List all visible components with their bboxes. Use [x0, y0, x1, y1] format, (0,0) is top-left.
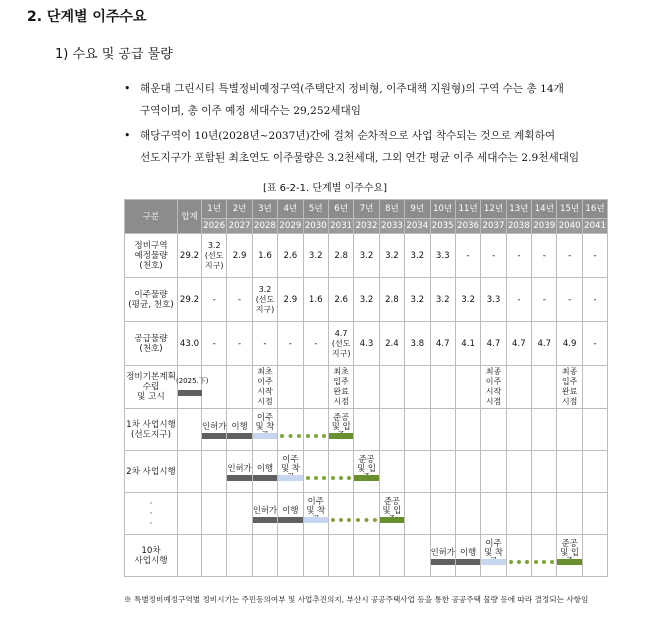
table-cell	[481, 493, 506, 535]
table-cell	[202, 451, 227, 493]
header-year-number: 13년	[506, 200, 531, 219]
table-cell	[506, 409, 531, 451]
table-cell	[227, 535, 252, 577]
table-cell: 3.2	[354, 234, 379, 278]
table-cell	[379, 493, 404, 535]
phase-label: 이행	[282, 505, 299, 515]
table-cell: 4.7	[430, 322, 455, 366]
phase-label: 이행	[256, 463, 274, 473]
table-cell: 3.3	[430, 234, 455, 278]
table-cell: -	[582, 278, 607, 322]
table-row	[125, 234, 608, 278]
row-label: 정비기본계획 수립 및 고시	[125, 366, 178, 409]
phase-label: 인허가	[227, 463, 252, 473]
table-cell: 2.9	[278, 278, 303, 322]
bullet-paragraph-1	[124, 78, 614, 122]
completion-bar	[329, 433, 353, 439]
table-cell: -	[532, 234, 557, 278]
table-cell: -	[252, 322, 277, 366]
table-cell: -	[481, 234, 506, 278]
table-cell: -	[506, 234, 531, 278]
table-row	[125, 278, 608, 322]
table-cell	[430, 451, 455, 493]
table-cell	[303, 535, 328, 577]
construction-dots	[331, 476, 351, 480]
row-total: 29.2	[178, 278, 202, 322]
table-cell	[278, 409, 303, 451]
table-cell	[303, 366, 328, 409]
table-cell	[354, 366, 379, 409]
table-cell	[379, 451, 404, 493]
table-cell	[582, 366, 607, 409]
table-row	[125, 451, 608, 493]
table-cell: 2.6	[328, 278, 353, 322]
table-cell	[202, 535, 227, 577]
phase-label: 이행	[460, 547, 477, 557]
table-cell: 4.1	[455, 322, 480, 366]
table-cell: -	[227, 322, 252, 366]
permit-bar	[227, 475, 251, 481]
relocation-bar	[481, 559, 505, 565]
bullet-mark: •	[124, 82, 131, 95]
table-cell: 2.6	[278, 234, 303, 278]
phase-label: 이주 및 착	[280, 454, 300, 473]
phase-label: 이주 및 착	[484, 538, 503, 557]
table-cell: -	[532, 278, 557, 322]
header-year: 2032	[354, 219, 379, 234]
table-cell	[532, 409, 557, 451]
table-cell	[532, 535, 557, 577]
phase-label: 이주 및 착	[306, 496, 326, 515]
header-year: 2038	[506, 219, 531, 234]
table-cell	[455, 366, 480, 409]
table-cell	[455, 451, 480, 493]
header-year-number: 8년	[379, 200, 404, 219]
milestone-note: 최초 이주 시작 시점	[252, 366, 277, 409]
header-year-number: 1년	[202, 200, 227, 219]
phase-label: 이행	[231, 421, 248, 431]
construction-dots	[280, 434, 300, 438]
table-cell	[481, 451, 506, 493]
row-total: 29.2	[178, 234, 202, 278]
table-cell	[582, 451, 607, 493]
construction-dots	[306, 434, 326, 438]
phase-label: 준공 및 입	[357, 454, 376, 473]
milestone-note: 최종 이주 시작 시점	[481, 366, 506, 409]
table-cell	[278, 493, 303, 535]
table-cell	[532, 451, 557, 493]
construction-dots	[356, 518, 376, 522]
relocation-bar	[304, 517, 328, 523]
header-year-number: 11년	[455, 200, 480, 219]
plan-bar	[178, 390, 202, 396]
construction-dots	[509, 560, 529, 564]
table-cell: -	[303, 322, 328, 366]
table-cell: 3.2	[354, 278, 379, 322]
bullet-line: 해운대 그린시티 특별정비예정구역(주택단지 정비형, 이주대책 지원형)의 구역 수는 총 14개	[140, 83, 564, 95]
table-cell	[481, 409, 506, 451]
header-year: 2034	[405, 219, 430, 234]
bullet-line: 해당구역이 10년(2028년~2037년)간에 걸쳐 순차적으로 사업 착수되는 것으로 계획하여	[140, 130, 556, 142]
table-cell	[227, 409, 252, 451]
table-row	[125, 366, 608, 409]
table-cell: -	[202, 278, 227, 322]
table-cell: 3.2	[405, 234, 430, 278]
header-year: 2039	[532, 219, 557, 234]
table-cell: -	[582, 234, 607, 278]
table-cell	[557, 493, 582, 535]
bullet-mark: •	[124, 129, 131, 142]
phase-label: 인허가	[202, 421, 227, 431]
header-year-number: 14년	[532, 200, 557, 219]
table-cell: 4.7	[532, 322, 557, 366]
header-year-number: 6년	[328, 200, 353, 219]
permit-bar	[431, 559, 455, 565]
header-gubun: 구분	[125, 200, 178, 234]
move-bar	[253, 475, 277, 481]
table-cell	[278, 366, 303, 409]
table-cell	[252, 409, 277, 451]
table-cell: 3.2 (선도 지구)	[252, 278, 277, 322]
table-cell: 3.2	[430, 278, 455, 322]
footnote: ※ 특별정비예정구역별 정비시기는 주민동의여부 및 사업추진의지, 부산시 공공주택사업 등을 통한 공공주택 물량 등에 따라 결정되는 사항임	[124, 595, 589, 604]
table-cell: 4.7 (선도 지구)	[328, 322, 353, 366]
table-cell	[506, 366, 531, 409]
header-year-number: 16년	[582, 200, 607, 219]
table-cell	[582, 409, 607, 451]
table-cell	[252, 451, 277, 493]
row-label: 2차 사업시행	[125, 451, 178, 493]
row-label: 이주물량 (평균, 천호)	[125, 278, 178, 322]
table-cell	[278, 535, 303, 577]
relocation-bar	[278, 475, 302, 481]
header-year-number: 3년	[252, 200, 277, 219]
plan-date-note: (2025.下)	[176, 377, 209, 385]
header-year: 2030	[303, 219, 328, 234]
table-cell	[506, 451, 531, 493]
row-label: 공급물량 (천호)	[125, 322, 178, 366]
table-cell: -	[557, 278, 582, 322]
row-label: · · ·	[125, 493, 178, 535]
table-cell	[252, 535, 277, 577]
header-total: 합계	[178, 200, 202, 234]
table-cell	[430, 366, 455, 409]
relocation-bar	[253, 433, 277, 439]
move-bar	[278, 517, 302, 523]
table-cell: 3.8	[405, 322, 430, 366]
row-label: 정비구역 예정물량 (천호)	[125, 234, 178, 278]
header-year: 2037	[481, 219, 506, 234]
permit-bar	[202, 433, 226, 439]
table-cell	[227, 366, 252, 409]
table-cell	[430, 493, 455, 535]
header-year: 2033	[379, 219, 404, 234]
table-cell: 2.8	[379, 278, 404, 322]
milestone-note: 최종 입주 완료 시점	[557, 366, 582, 409]
header-year: 2031	[328, 219, 353, 234]
table-cell: 3.2	[405, 278, 430, 322]
bullet-line: 선도지구가 포함된 최초연도 이주물량은 3.2천세대, 그외 연간 평균 이주 세대수는 2.9천세대임	[140, 152, 580, 164]
table-cell: 3.2	[455, 278, 480, 322]
phase-label: 준공 및 입	[382, 496, 402, 515]
table-cell: -	[202, 322, 227, 366]
table-cell	[379, 409, 404, 451]
table-cell	[178, 409, 202, 451]
table-cell: 3.2 (선도 지구)	[202, 234, 227, 278]
bullet-paragraph-2	[124, 125, 614, 169]
table-cell	[178, 451, 202, 493]
table-cell	[557, 409, 582, 451]
construction-dots	[331, 518, 351, 522]
table-cell	[506, 535, 531, 577]
header-year-number: 9년	[405, 200, 430, 219]
header-year-number: 4년	[278, 200, 303, 219]
table-cell	[178, 493, 202, 535]
header-year: 2027	[227, 219, 252, 234]
table-cell	[557, 451, 582, 493]
table-cell	[405, 451, 430, 493]
table-cell	[178, 535, 202, 577]
table-cell	[379, 535, 404, 577]
table-caption: [표 6-2-1. 단계별 이주수요]	[262, 183, 388, 194]
table-cell: -	[227, 278, 252, 322]
header-year: 2036	[455, 219, 480, 234]
table-cell	[557, 535, 582, 577]
table-cell	[405, 493, 430, 535]
table-cell: 2.8	[328, 234, 353, 278]
table-cell	[405, 409, 430, 451]
table-cell	[227, 493, 252, 535]
table-cell	[532, 493, 557, 535]
sub-title: 1) 수요 및 공급 물량	[55, 47, 173, 62]
completion-bar	[354, 475, 378, 481]
header-year-number: 12년	[481, 200, 506, 219]
header-year-number: 5년	[303, 200, 328, 219]
phase-label: 준공 및 입	[560, 538, 580, 557]
table-cell	[328, 409, 353, 451]
table-cell: -	[582, 322, 607, 366]
table-cell	[202, 493, 227, 535]
table-cell	[430, 535, 455, 577]
table-cell: 2.9	[227, 234, 252, 278]
table-row	[125, 409, 608, 451]
phase-label: 이주 및 착	[255, 412, 275, 431]
migration-schedule-table	[124, 199, 608, 577]
header-year-number: 7년	[354, 200, 379, 219]
header-year-number: 15년	[557, 200, 582, 219]
completion-bar	[557, 559, 581, 565]
table-cell	[455, 409, 480, 451]
header-year-number: 10년	[430, 200, 455, 219]
table-cell: -	[278, 322, 303, 366]
row-label: 10차 사업시행	[125, 535, 178, 577]
table-cell: 4.7	[481, 322, 506, 366]
completion-bar	[380, 517, 404, 523]
table-cell	[328, 493, 353, 535]
table-cell: 4.7	[506, 322, 531, 366]
table-cell: -	[557, 234, 582, 278]
header-year: 2035	[430, 219, 455, 234]
row-total: 43.0	[178, 322, 202, 366]
table-cell	[354, 535, 379, 577]
table-cell	[405, 366, 430, 409]
table-row	[125, 535, 608, 577]
move-bar	[456, 559, 480, 565]
table-cell: 4.3	[354, 322, 379, 366]
table-cell	[227, 451, 252, 493]
milestone-note: 최초 입주 완료 시점	[328, 366, 353, 409]
table-cell	[354, 409, 379, 451]
table-cell	[430, 409, 455, 451]
table-cell: 3.3	[481, 278, 506, 322]
table-cell: 1.6	[303, 278, 328, 322]
header-year-number: 2년	[227, 200, 252, 219]
table-cell: 1.6	[252, 234, 277, 278]
table-cell: 4.9	[557, 322, 582, 366]
header-year: 2026	[202, 219, 227, 234]
header-year: 2040	[557, 219, 582, 234]
phase-label: 인허가	[252, 505, 278, 515]
table-cell	[202, 409, 227, 451]
table-cell	[328, 535, 353, 577]
table-cell	[202, 366, 227, 409]
construction-dots	[306, 476, 326, 480]
table-cell	[278, 451, 303, 493]
construction-dots	[534, 560, 554, 564]
plan-total-cell	[176, 366, 209, 409]
row-label: 1차 사업시행 (선도지구)	[125, 409, 178, 451]
table-row	[125, 493, 608, 535]
table-cell: 3.2	[379, 234, 404, 278]
table-row	[125, 322, 608, 366]
table-cell	[506, 493, 531, 535]
table-cell	[303, 451, 328, 493]
header-year: 2029	[278, 219, 303, 234]
header-year: 2041	[582, 219, 607, 234]
permit-bar	[253, 517, 277, 523]
table-cell	[532, 366, 557, 409]
table-cell	[582, 493, 607, 535]
table-cell	[455, 535, 480, 577]
table-cell: -	[455, 234, 480, 278]
table-cell	[354, 493, 379, 535]
header-year: 2028	[252, 219, 277, 234]
table-cell	[303, 493, 328, 535]
table-cell	[455, 493, 480, 535]
table-cell	[354, 451, 379, 493]
table-cell	[582, 535, 607, 577]
table-cell	[303, 409, 328, 451]
section-title: 2. 단계별 이주수요	[27, 9, 147, 25]
table-cell: -	[506, 278, 531, 322]
move-bar	[227, 433, 251, 439]
table-cell	[252, 493, 277, 535]
phase-label: 준공 및 입	[331, 412, 351, 431]
phase-label: 인허가	[430, 547, 455, 557]
table-cell	[405, 535, 430, 577]
table-cell	[379, 366, 404, 409]
table-cell	[328, 451, 353, 493]
table-cell	[481, 535, 506, 577]
bullet-line: 구역이며, 총 이주 예정 세대수는 29,252세대임	[140, 105, 362, 117]
table-cell: 3.2	[303, 234, 328, 278]
table-cell: 2.4	[379, 322, 404, 366]
